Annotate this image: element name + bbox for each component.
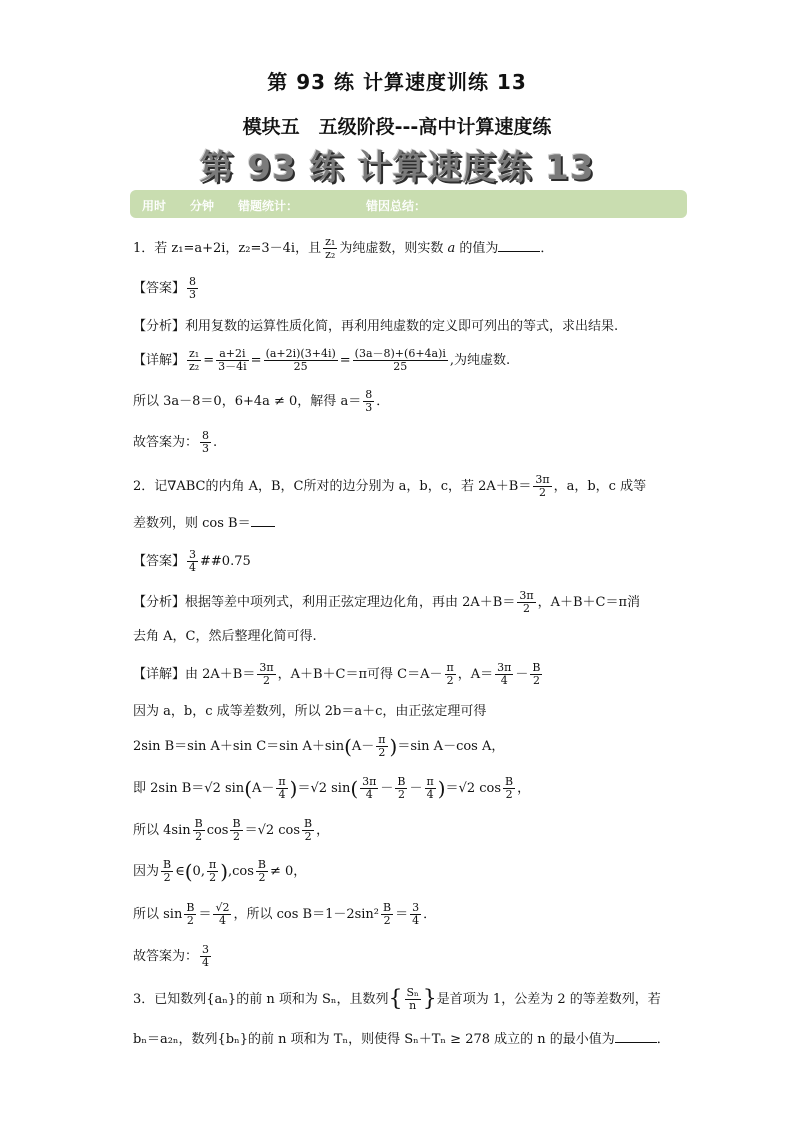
error-count-label: 错题统计： [238, 199, 299, 213]
q2-detail: 【详解】由 2A＋B＝ $\frac{3\pi}{2}$ ，A＋B＋C＝π可得 C＝A－ $\frac{\pi}{2}$ ，A＝ $\frac{3\pi}{4}$ － $\frac{B}{2}$ [133, 661, 541, 687]
q2-line-3: 2sin B＝sin A＋sin C＝sin A＋sin(A－ $\frac{\pi}{2}$ )＝sin A－cos A， [133, 733, 505, 759]
q1-stem: 1．若 z₁=a+2i，z₂=3－4i，且 $\frac{\text{z₁}}{\text{z₂}}$ 为纯虚数，则实数 a 的值为 ． [133, 235, 554, 261]
error-summary-label: 错因总结： [366, 199, 427, 213]
q1-answer: 【答案】 $\frac{8}{3}$ [133, 275, 197, 301]
answer-blank [251, 514, 275, 527]
banner-title: 第 93 练 计算速度练 13 [199, 148, 595, 188]
q1-solve: 所以 3a－8＝0，6+4a ≠ 0，解得 a＝ $\frac{8}{3}$ ． [133, 388, 390, 414]
q2-final: 故答案为： $\frac{3}{4}$ [133, 943, 210, 969]
time-label: 用时 [142, 199, 167, 213]
stats-bar [130, 190, 687, 218]
q2-line-7: 所以 sin $\frac{B}{2}$ ＝ $\frac{√2}{4}$ ，所以 cos B＝1－2sin² $\frac{B}{2}$ ＝ $\frac{3}{4}$ ． [133, 901, 437, 927]
page-title: 第 93 练 计算速度训练 13 [267, 70, 527, 94]
q2-stem-2: 差数列，则 cos B＝ [133, 514, 275, 533]
q1-analysis: 【分析】利用复数的运算性质化简，再利用纯虚数的定义即可列出的等式，求出结果. [133, 319, 619, 334]
answer-blank [498, 239, 540, 252]
q2-line-2: 因为 a，b，c 成等差数列，所以 2b＝a＋c，由正弦定理可得 [133, 704, 487, 719]
q1-detail: 【详解】 $\frac{\text{z₁}}{\text{z₂}}$ = $\frac{a+2i}{3-4i}$ = $\frac{(a+2i)(3+4i)}{25}$ = $\frac{(3a-8)+(6+4a)i}{25}$ ,为纯虚数. [133, 347, 511, 373]
q2-answer: 【答案】 $\frac{3}{4}$ ##0.75 [133, 548, 251, 574]
q2-line-5: 所以 4sin $\frac{B}{2}$ cos $\frac{B}{2}$ ＝√2 cos $\frac{B}{2}$ ， [133, 817, 330, 843]
q2-stem: 2．记∇ABC的内角 A，B，C所对的边分别为 a，b，c，若 2A＋B＝ $\frac{3\pi}{2}$ ，a，b，c 成等 [133, 473, 647, 499]
q2-line-6: 因为 $\frac{B}{2}$ ∈(0, $\frac{\pi}{2}$ ),cos $\frac{B}{2}$ ≠ 0， [133, 858, 307, 884]
q2-analysis-2: 去角 A，C，然后整理化简可得. [133, 629, 317, 644]
q2-analysis: 【分析】根据等差中项列式，利用正弦定理边化角，再由 2A＋B＝ $\frac{3\pi}{2}$ ，A＋B＋C＝π消 [133, 589, 641, 615]
q3-stem-2: bₙ＝a₂ₙ，数列{bₙ}的前 n 项和为 Tₙ，则使得 Sₙ＋Tₙ ≥ 278 成立的 n 的最小值为 ． [133, 1032, 670, 1047]
q2-line-4: 即 2sin B＝√2 sin(A－ $\frac{\pi}{4}$ )＝√2 sin( $\frac{3\pi}{4}$ － $\frac{B}{2}$ － $\frac{\pi}{4}$ )＝√2 cos $\frac{B}{2}$ ， [133, 775, 531, 801]
minute-label: 分钟 [190, 199, 215, 213]
q1-final: 故答案为： $\frac{8}{3}$ . [133, 429, 218, 455]
module-subtitle: 模块五 五级阶段---高中计算速度练 [242, 116, 552, 138]
answer-blank [615, 1030, 657, 1043]
q3-stem: 3．已知数列{aₙ}的前 n 项和为 Sₙ，且数列{ $\frac{\text{Sₙ}}{n}$ }是首项为 1，公差为 2 的等差数列，若 [133, 986, 661, 1012]
